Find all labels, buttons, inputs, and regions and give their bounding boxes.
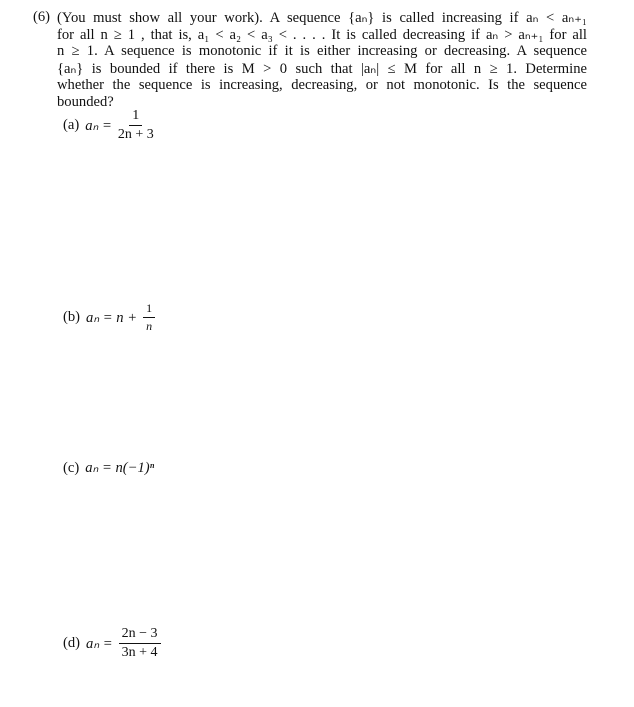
part-a bbox=[63, 108, 154, 143]
fraction bbox=[143, 301, 155, 334]
part-c bbox=[63, 459, 154, 477]
numerator: 1 bbox=[143, 301, 155, 318]
fraction bbox=[118, 108, 154, 143]
fraction bbox=[119, 626, 161, 661]
problem-text-line: bounded? bbox=[57, 94, 114, 110]
part-label: (b) bbox=[63, 309, 81, 325]
part-label: (a) bbox=[63, 117, 80, 133]
denominator: 2n + 3 bbox=[117, 127, 154, 142]
part-lhs: aₙ = n + bbox=[86, 309, 138, 326]
problem-text-line: (You must show all your work). A sequence {aₙ} is called increasing if aₙ < aₙ₊₁ bbox=[57, 10, 587, 26]
part-b bbox=[63, 301, 155, 334]
part-lhs: aₙ = bbox=[85, 117, 112, 134]
denominator: n bbox=[146, 319, 153, 333]
part-label: (c) bbox=[63, 459, 80, 476]
part-d bbox=[63, 626, 161, 661]
problem-text-line: {aₙ} is bounded if there is M > 0 such that |aₙ| ≤ M for all n ≥ 1. Determine bbox=[57, 61, 587, 77]
problem-number: (6) bbox=[33, 9, 51, 25]
numerator: 1 bbox=[129, 108, 142, 126]
part-lhs: aₙ = bbox=[86, 635, 113, 652]
numerator: 2n − 3 bbox=[119, 626, 161, 644]
problem-text-line: for all n ≥ 1 , that is, a₁ < a₂ < a₃ < . . . . It is called decreasing if aₙ > aₙ₊₁ for all bbox=[57, 27, 587, 43]
part-label: (d) bbox=[63, 635, 81, 651]
problem-text-line: n ≥ 1. A sequence is monotonic if it is either increasing or decreasing. A sequence bbox=[57, 43, 587, 59]
part-lhs: aₙ = n(−1)ⁿ bbox=[85, 460, 155, 476]
denominator: 3n + 4 bbox=[121, 645, 158, 660]
problem-text-line: whether the sequence is increasing, decreasing, or not monotonic. Is the sequence bbox=[57, 77, 587, 93]
